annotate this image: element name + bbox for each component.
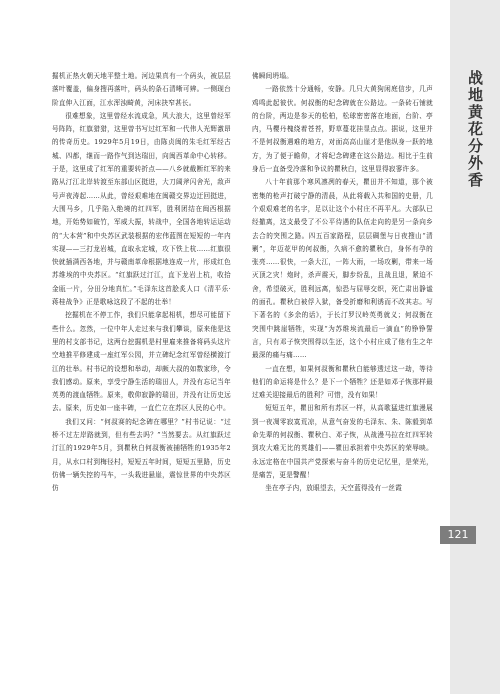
paragraph: 很难想象，这里曾经水流成急，风大浪大，这里曾经军号阵阵，红旗猎猎，这里曾书写过红军和一代伟人光辉激昂的传奇历史。1929年5月19日，由陈贞闽的朱毛红军经古城、四都，继而一路作气到达瑞田，向闽西革命中心转移。于是，这里成了红军的重要转折点——八乡就截断红军的来路从汀江北岸转渡至东部山区挺进，大刀阔斧闪舍光，敌声号声夜涛起……从此，曾经艰难地在闽赣交界边迂回挺进，大围马乡，几乎陷入绝境的红四军，胜利团结在闽西根据地，开始势如破竹，军威大振，转战中，全国各地转运运动的“大本营”和中央苏区武装根据的宏伟蓝图在短短的一年内实现——三打龙岩城，直取永定城，攻下铁上杭……红旗很快就插满西各地，并与赣南革命根据地连成一片，形成红色苏维埃的中央苏区。“红旗跃过汀江，直下龙岩上杭，收拾金瓯一片，分田分地真忙。”毛泽东这首脍炙人口《清平乐·蒋桂战争》正是歌咏这段了不起的壮举！ [52,111,231,307]
paragraph: 坐在亭子内，放眼望去，天空蓝得没有一丝霞 [265,484,403,493]
chapter-sidebar [450,0,500,694]
paragraph: 佛瞬间坍塌。 [252,72,294,80]
paragraph: 掘机正热火朝天地平整土地。河边果真有一个码头，被层层落叶覆盖，偏身搜再落叶，码头的条石清晰可辨。一侧现台阶直伸入江面，江水浑浊畸黄，河床抉窄甚长。 [52,72,231,107]
right-text-column [252,70,433,496]
paragraph: 挖掘机在不停工作，我们只能拿起相机，想尽可能留下些什么。忽然，一位中年人走过来与我们攀谈，原来他是这里的村支部书记，这两台挖掘机是村里雇来推备将码头这片空地推平修建成一座红军公园，并立碑纪念红军曾经横渡汀江的壮举。村书记的设想和举动，却颇大叔的如数家珍，令我们感动。原来，享受宁静生活的瑞田人，并没有忘记当年英勇的渡血牺牲。原来，敬仰寂静的瑞田，并没有让历史远去。原来，历史如一座丰碑，一直伫立在苏区人民的心中。 [52,311,231,413]
chapter-title: 战地黄花分外香 [466,70,484,189]
left-text-column [52,70,231,496]
page-number: 121 [440,526,476,544]
paragraph: 我们又问：“何叔赛的纪念碑在哪里？”村书记说：“过桥不过左岸路就到，但有些去吗？”当然要去。从红旗跃过汀江的1929年5月，到瞿秋白何叔衡被捕牺牲的1935年2月，从水口村到梅径村，短短五年时间，短短五里路，历史仿佛一辆失控的马车，一头栽进悬崖，震惊世界的中央苏区仿 [52,417,231,493]
paragraph: 八十年前那个寒风凛冽的春天，瞿田并不知道，那个被密集的枪声打破宁静的清晨，从此将载入共和国的史册，几个艰艰难老的名字，足以让这个小村庄不再平凡。大部队已经撤离，这支最受了不公平待遇的队伍走向的是另一条向乡去合的突围之路。四五百家路程，层层碉堡与日夜搜山“清剿”，年迈花甲的何叔衡，久病不愈的瞿秋白，身怀有孕的张亮……很快，一条大江，一阵大雨，一场攻剿，带来一场灭顶之灾！炮时，杀声震天，脚步纷乱，且战且退，紧迫不舍，希望破灭，胜利远离，惊恐与屈辱交织，死亡肃出静谧的面孔。瞿秋白被俘入狱，备受折磨和利诱而不改其志。写下著名的《多余的话》，于长汀罗汉岭英勇就义；何叔衡在突围中跳崖牺牲，实现“为苏维埃流最后一滴血”的铮铮誓言，只有邓子恢突围得以生还，这个小村庄成了他有生之年最深的痛与痛…… [252,178,433,360]
paragraph: 一直在想，如果何叔衡和瞿秋白能够透过这一劫，等待他们的命运将是什么？是下一个牺牲？还是如邓子恢那样最过难关迎接最后的胜利？可惜，没有如果！ [252,364,433,400]
paragraph: 短短五年，瞿田和所有苏区一样，从高歌猛进红旗漫展到一夜凋零寂寞荒凉，从意气奋发的毛泽东、朱、陈毅到革命先辈的何叔衡、瞿秋白、邓子恢，从战漫马拉在红四军转到攻大难无比的英雄们——瞿田承担着中央苏区的荣辱映。永远定格在中国共产党探索与奋斗的历史记忆里，是荣光，是痛苦，更是警醒！ [252,404,433,479]
paragraph: 一路依然十分通畅，安静。几只大黄狗闲庭信步，几声鸡鸣此起彼伏。何叔衡的纪念碑就在公路边。一条砖石铺就的台阶，两边是参天的松柏，松球密密落在地面，台阶、亭内，马樱丹槐绕着苍苔，野草蔓花挂显点点。据说，这里并不是何叔衡遇难的地方，对面高高山崖才是他纵身一跃的地方，为了便于瞻仰，才将纪念碑建在这公路边。相比于生前身后一直备受冷落和争议的瞿秋白，这里显得寂寥许多。 [252,85,433,174]
